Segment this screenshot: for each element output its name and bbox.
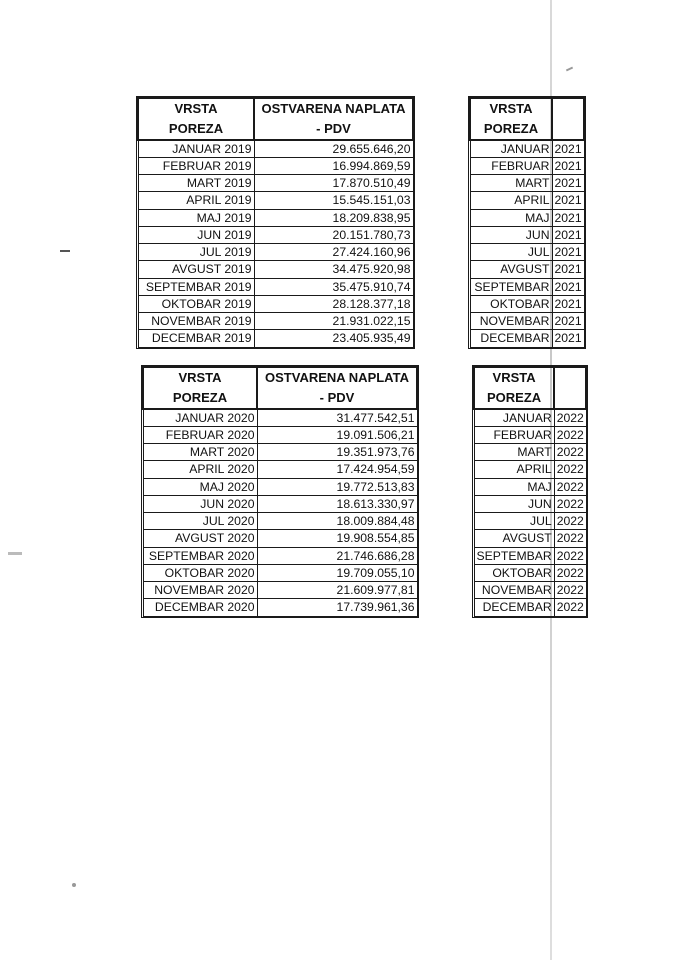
table-row [138,244,413,261]
month-cell: MART 2019 [138,175,254,192]
table-row [138,192,413,209]
month-cell: JUN [474,495,554,512]
amount-cell: 35.475.910,74 [254,278,413,295]
vat-collected-header-empty [552,98,584,140]
month-cell: MAJ [470,209,552,226]
year-cell: 2021 [552,209,584,226]
vat-table-2020 [142,366,418,617]
vat-collected-header: OSTVARENA NAPLATA - PDV [254,98,413,140]
year-cell: 2021 [552,244,584,261]
amount-cell: 21.746.686,28 [257,547,417,564]
month-cell: JANUAR 2020 [143,409,257,426]
table-row [470,330,584,347]
month-cell: DECEMBAR [470,330,552,347]
amount-cell: 17.424.954,59 [257,461,417,478]
amount-cell: 15.545.151,03 [254,192,413,209]
table-row [138,278,413,295]
year-cell: 2021 [552,192,584,209]
table-row [143,513,417,530]
vat-collected-header: OSTVARENA NAPLATA - PDV [257,367,417,409]
year-cell: 2021 [552,330,584,347]
month-cell: JUN [470,226,552,243]
amount-cell: 23.405.935,49 [254,330,413,347]
year-cell: 2021 [552,140,584,157]
amount-cell: 18.009.884,48 [257,513,417,530]
table-row [143,599,417,616]
vat-table-2022 [473,366,587,617]
table-row [470,244,584,261]
month-cell: OKTOBAR 2019 [138,295,254,312]
year-cell: 2022 [554,478,586,495]
table-row [143,495,417,512]
table-row [143,444,417,461]
amount-cell: 17.870.510,49 [254,175,413,192]
month-cell: APRIL 2019 [138,192,254,209]
month-cell: JUL [474,513,554,530]
table-row [143,582,417,599]
month-cell: NOVEMBAR 2020 [143,582,257,599]
table-row [143,461,417,478]
amount-cell: 29.655.646,20 [254,140,413,157]
year-cell: 2022 [554,599,586,616]
table-row [138,295,413,312]
month-cell: MART 2020 [143,444,257,461]
table-row [470,209,584,226]
month-cell: JUN 2020 [143,495,257,512]
year-cell: 2022 [554,444,586,461]
table-row [474,547,586,564]
month-cell: JANUAR 2019 [138,140,254,157]
month-cell: SEPTEMBAR 2020 [143,547,257,564]
table-row [143,530,417,547]
amount-cell: 19.091.506,21 [257,426,417,443]
table-row [138,140,413,157]
month-cell: OKTOBAR [474,564,554,581]
table-row [470,157,584,174]
table-row [470,261,584,278]
year-cell: 2021 [552,261,584,278]
table-row [474,513,586,530]
table-row [474,564,586,581]
scan-mark [566,67,573,72]
table-row [143,409,417,426]
month-cell: SEPTEMBAR 2019 [138,278,254,295]
month-cell: JUL [470,244,552,261]
month-cell: OKTOBAR 2020 [143,564,257,581]
month-cell: DECEMBAR 2019 [138,330,254,347]
table-row [474,495,586,512]
month-cell: SEPTEMBAR [470,278,552,295]
month-cell: JUL 2019 [138,244,254,261]
month-cell: APRIL [474,461,554,478]
month-cell: NOVEMBAR [470,313,552,330]
month-cell: SEPTEMBAR [474,547,554,564]
amount-cell: 20.151.780,73 [254,226,413,243]
amount-cell: 28.128.377,18 [254,295,413,312]
year-cell: 2021 [552,278,584,295]
table-row [143,478,417,495]
year-cell: 2021 [552,157,584,174]
amount-cell: 31.477.542,51 [257,409,417,426]
table-row [138,313,413,330]
table-row [138,261,413,278]
amount-cell: 18.209.838,95 [254,209,413,226]
year-cell: 2021 [552,226,584,243]
month-cell: NOVEMBAR [474,582,554,599]
table-row [138,330,413,347]
table-row [474,582,586,599]
tax-type-header: VRSTA POREZA [470,98,552,140]
year-cell: 2022 [554,426,586,443]
amount-cell: 21.931.022,15 [254,313,413,330]
month-cell: APRIL [470,192,552,209]
month-cell: MAJ 2020 [143,478,257,495]
month-cell: OKTOBAR [470,295,552,312]
vat-table-2021 [469,97,585,348]
table-row [470,313,584,330]
month-cell: APRIL 2020 [143,461,257,478]
month-cell: DECEMBAR 2020 [143,599,257,616]
month-cell: FEBRUAR [470,157,552,174]
month-cell: MAJ 2019 [138,209,254,226]
year-cell: 2022 [554,495,586,512]
amount-cell: 34.475.920,98 [254,261,413,278]
amount-cell: 21.609.977,81 [257,582,417,599]
month-cell: FEBRUAR [474,426,554,443]
tax-type-header: VRSTA POREZA [138,98,254,140]
year-cell: 2021 [552,175,584,192]
table-row [474,426,586,443]
month-cell: MART [474,444,554,461]
table-row [470,226,584,243]
table-row [470,295,584,312]
table-row [470,192,584,209]
table-row [138,157,413,174]
year-cell: 2021 [552,313,584,330]
year-cell: 2022 [554,461,586,478]
table-row [474,444,586,461]
table-row [474,461,586,478]
year-cell: 2022 [554,547,586,564]
month-cell: FEBRUAR 2019 [138,157,254,174]
month-cell: MART [470,175,552,192]
month-cell: MAJ [474,478,554,495]
table-row [470,140,584,157]
month-cell: AVGUST 2019 [138,261,254,278]
year-cell: 2022 [554,513,586,530]
month-cell: AVGUST 2020 [143,530,257,547]
amount-cell: 19.351.973,76 [257,444,417,461]
amount-cell: 18.613.330,97 [257,495,417,512]
table-header-row [470,98,584,140]
tax-type-header: VRSTA POREZA [474,367,554,409]
month-cell: FEBRUAR 2020 [143,426,257,443]
month-cell: AVGUST [470,261,552,278]
table-row [474,478,586,495]
year-cell: 2022 [554,564,586,581]
amount-cell: 16.994.869,59 [254,157,413,174]
month-cell: JUL 2020 [143,513,257,530]
table-row [138,226,413,243]
amount-cell: 27.424.160,96 [254,244,413,261]
month-cell: JUN 2019 [138,226,254,243]
table-row [474,409,586,426]
table-header-row [138,98,413,140]
month-cell: JANUAR [474,409,554,426]
vat-table-2019 [137,97,414,348]
year-cell: 2021 [552,295,584,312]
table-row [138,175,413,192]
amount-cell: 19.908.554,85 [257,530,417,547]
month-cell: AVGUST [474,530,554,547]
table-row [470,175,584,192]
scan-mark [8,552,22,555]
table-row [474,530,586,547]
tax-type-header: VRSTA POREZA [143,367,257,409]
table-row [138,209,413,226]
table-row [143,564,417,581]
amount-cell: 19.772.513,83 [257,478,417,495]
year-cell: 2022 [554,409,586,426]
amount-cell: 19.709.055,10 [257,564,417,581]
table-header-row [474,367,586,409]
year-cell: 2022 [554,582,586,599]
month-cell: JANUAR [470,140,552,157]
table-header-row [143,367,417,409]
table-row [143,426,417,443]
table-row [470,278,584,295]
scan-mark [72,883,76,887]
vat-collected-header-empty [554,367,586,409]
scan-mark [60,250,70,252]
month-cell: NOVEMBAR 2019 [138,313,254,330]
table-row [143,547,417,564]
table-row [474,599,586,616]
month-cell: DECEMBAR [474,599,554,616]
amount-cell: 17.739.961,36 [257,599,417,616]
year-cell: 2022 [554,530,586,547]
